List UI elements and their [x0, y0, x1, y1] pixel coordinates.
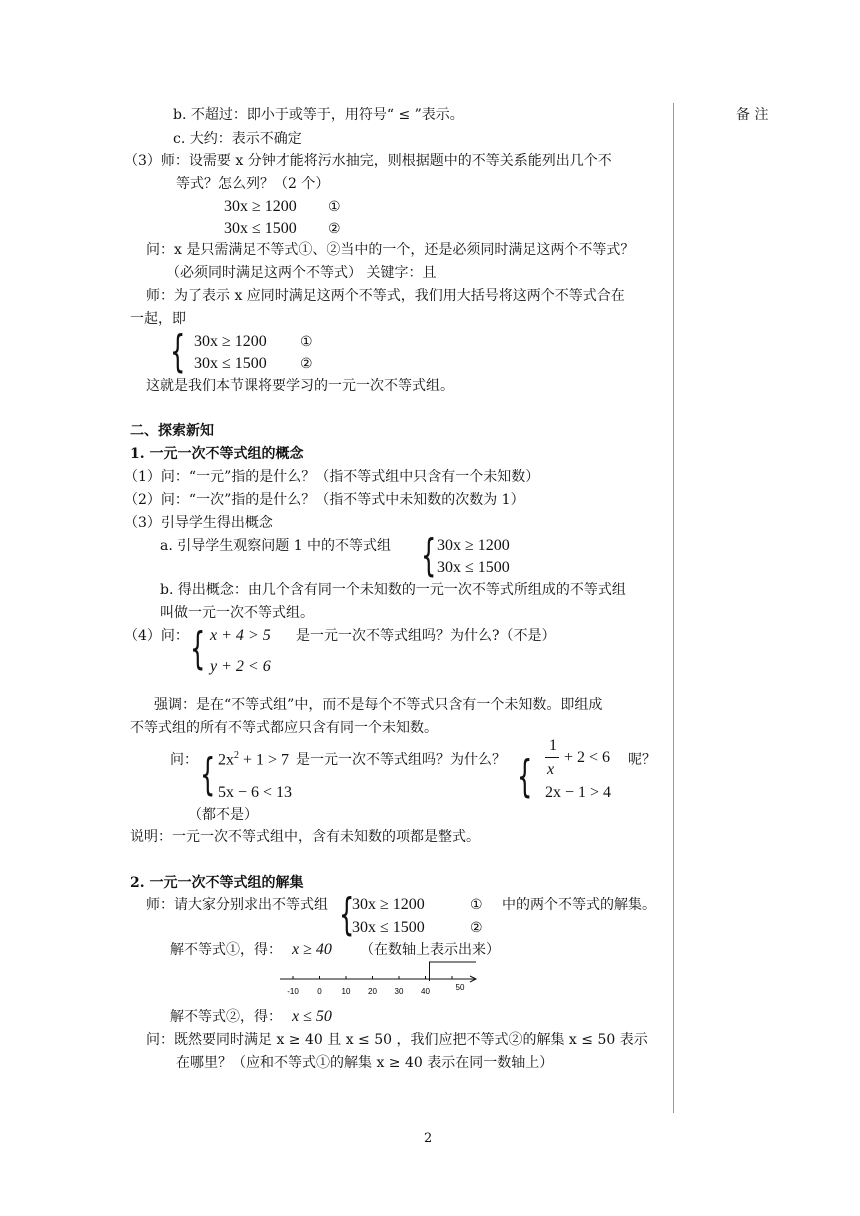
brace: { — [190, 623, 206, 674]
fraction-bar — [545, 757, 559, 758]
brace: { — [339, 889, 355, 940]
inequality-1: 30x ≥ 1200 — [437, 537, 510, 554]
text-line: 叫做一元一次不等式组。 — [160, 605, 314, 621]
number-line-tick-label: 0 — [317, 987, 322, 996]
fraction-denominator: x — [547, 761, 555, 778]
circle-label-2: ② — [300, 356, 313, 372]
margin-divider — [673, 103, 674, 1113]
text-line: 不等式组的所有不等式都应只含有同一个未知数。 — [130, 720, 438, 736]
text-line: （3）引导学生得出概念 — [124, 515, 273, 531]
number-line-tick-label: 50 — [455, 983, 465, 992]
text-line: 呢？ — [628, 752, 656, 768]
number-line — [280, 958, 480, 998]
number-line-tick-label: -10 — [287, 987, 299, 996]
text-line: 中的两个不等式的解集。 — [502, 897, 656, 913]
number-line-tick-label: 40 — [421, 987, 430, 996]
brace: { — [517, 751, 533, 802]
expression: $2x^2 + 1 > 7$ — [218, 750, 290, 769]
sub-heading: 2. 一元一次不等式组的解集 — [130, 875, 304, 891]
text-line: 问：x 是只需满足不等式①、②当中的一个，还是必须同时满足这两个不等式？ — [146, 242, 635, 258]
text-line: 说明：一元一次不等式组中，含有未知数的项都是整式。 — [130, 829, 480, 845]
number-line-tick-label: 10 — [341, 987, 351, 996]
expression: + 2 < 6 — [564, 749, 611, 766]
circle-label-1: ① — [328, 199, 341, 215]
solution-marker — [430, 962, 477, 981]
text-line: （都不是） — [188, 807, 258, 823]
text-line: a. 引导学生观察问题 1 中的不等式组 — [160, 538, 392, 554]
circle-label-1: ① — [470, 897, 483, 913]
text-line: （4）问： — [124, 628, 189, 644]
text-line: （在数轴上表示出来） — [360, 942, 500, 958]
expression: x ≥ 40 — [292, 941, 332, 958]
remark-label: 备 注 — [736, 107, 769, 123]
text-line: 一起，即 — [130, 311, 186, 327]
text-line: 师：为了表示 x 应同时满足这两个不等式，我们用大括号将这两个不等式合在 — [146, 288, 625, 304]
text-line: 是一元一次不等式组吗？为什么？ — [296, 752, 506, 768]
brace: { — [200, 749, 216, 800]
text-line: 解不等式①，得： — [170, 942, 282, 958]
circle-label-2: ② — [470, 920, 483, 936]
text-line: 等式？怎么列？（2 个） — [176, 176, 330, 192]
text-line: 师：请大家分别求出不等式组 — [146, 897, 328, 913]
inequality-1: 30x ≥ 1200 — [352, 896, 425, 913]
fraction-numerator: 1 — [549, 737, 557, 754]
text-line: 这就是我们本节课将要学习的一元一次不等式组。 — [146, 378, 454, 394]
expression: 5x − 6 < 13 — [218, 784, 293, 801]
expression: x + 4 > 5 — [210, 627, 271, 644]
inequality-1: 30x ≥ 1200 — [224, 198, 297, 215]
text-line: 在哪里？（应和不等式①的解集 x ≥ 40 表示在同一数轴上） — [176, 1055, 554, 1071]
page-number: 2 — [424, 1131, 433, 1146]
expression: x ≤ 50 — [292, 1008, 332, 1025]
text-line: 是一元一次不等式组吗？为什么?（不是） — [296, 628, 556, 644]
text-line: 问：既然要同时满足 x ≥ 40 且 x ≤ 50 ，我们应把不等式②的解集 x ≤ 50 表示 — [146, 1032, 648, 1048]
text-line: 解不等式②，得： — [170, 1009, 282, 1025]
number-line-tick-label: 20 — [368, 987, 377, 996]
inequality-2: 30x ≤ 1500 — [194, 355, 267, 372]
section-heading: 二、探索新知 — [130, 423, 214, 439]
expression: 2x − 1 > 4 — [545, 784, 612, 801]
brace: { — [170, 326, 186, 377]
brace: { — [421, 530, 437, 581]
circle-label-2: ② — [328, 221, 341, 237]
text-line: 强调：是在“不等式组”中，而不是每个不等式只含有一个未知数。即组成 — [154, 697, 603, 713]
number-line-tick-label: 30 — [394, 987, 404, 996]
inequality-2: 30x ≤ 1500 — [437, 559, 510, 576]
sub-heading: 1. 一元一次不等式组的概念 — [130, 446, 304, 462]
text-line: b. 得出概念：由几个含有同一个未知数的一元一次不等式所组成的不等式组 — [160, 582, 626, 598]
inequality-2: 30x ≤ 1500 — [352, 919, 425, 936]
text-line: （2）问：“一次”指的是什么？（指不等式中未知数的次数为 1） — [124, 492, 525, 508]
expression: y + 2 < 6 — [210, 658, 271, 675]
text-line: c. 大约：表示不确定 — [173, 131, 302, 147]
text-line: 问： — [170, 752, 198, 768]
text-line: b. 不超过：即小于或等于，用符号“ ≤ ”表示。 — [173, 107, 464, 123]
circle-label-1: ① — [300, 334, 313, 350]
text-line: （3）师：设需要 x 分钟才能将污水抽完，则根据题中的不等关系能列出几个不 — [124, 153, 612, 169]
text-line: （1）问：“一元”指的是什么？（指不等式组中只含有一个未知数） — [124, 469, 540, 485]
text-line: （必须同时满足这两个不等式） 关键字：且 — [166, 265, 437, 281]
inequality-2: 30x ≤ 1500 — [224, 220, 297, 237]
inequality-1: 30x ≥ 1200 — [194, 333, 267, 350]
